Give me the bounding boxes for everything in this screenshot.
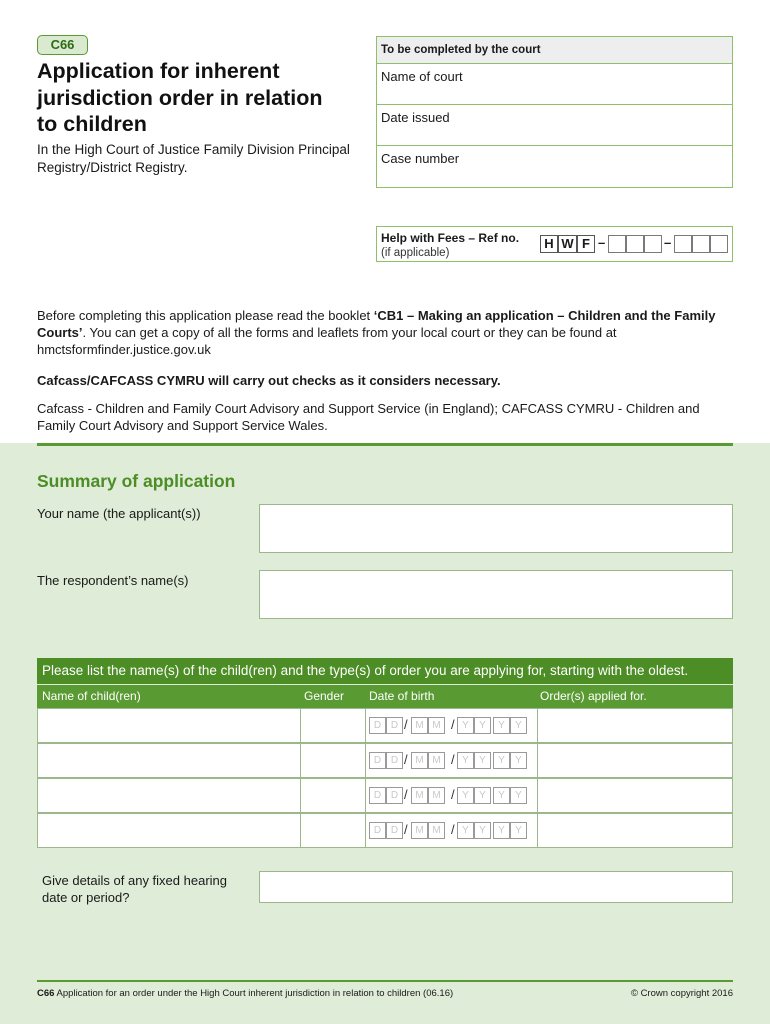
dob-digit-box[interactable]: Y [510, 752, 527, 769]
children-table-instruction: Please list the name(s) of the child(ren) and the type(s) of order you are applying for, starting with the oldest. [37, 658, 733, 684]
dob-digit-box[interactable]: Y [457, 822, 474, 839]
dob-digit-box[interactable]: Y [474, 787, 491, 804]
child-name-cell[interactable] [38, 779, 300, 812]
footer-copyright: © Crown copyright 2016 [630, 988, 733, 999]
hwf-sublabel: (if applicable) [381, 247, 450, 259]
dob-digit-box[interactable]: Y [474, 717, 491, 734]
intro-paragraph [37, 307, 737, 358]
dob-digit-box[interactable]: Y [510, 822, 527, 839]
dob-digit-box[interactable]: M [428, 787, 445, 804]
col-child-name: Name of child(ren) [42, 689, 141, 703]
respondent-name-input[interactable] [259, 570, 733, 619]
intro-text-cont: . You can get a copy of all the forms and leaflets from your local court or they can be found at hmctsformfinder.justice.gov.uk [37, 325, 617, 357]
dob-digit-box[interactable]: Y [493, 822, 510, 839]
dob-digit-box[interactable]: Y [457, 787, 474, 804]
col-gender: Gender [304, 689, 345, 703]
dob-digit-box[interactable]: D [369, 822, 386, 839]
dob-digit-box[interactable]: Y [510, 787, 527, 804]
form-subtitle: In the High Court of Justice Family Division Principal Registry/District Registry. [37, 142, 350, 175]
date-issued-label: Date issued [381, 110, 450, 125]
dob-digit-box[interactable]: Y [474, 752, 491, 769]
dob-digit-box[interactable]: D [386, 822, 403, 839]
dob-digit-box[interactable]: D [386, 787, 403, 804]
child-row [37, 708, 733, 743]
respondent-name-label: The respondent’s name(s) [37, 573, 189, 588]
hwf-label: Help with Fees – Ref no. [381, 231, 520, 245]
footer-code: C66 [37, 988, 55, 999]
dob-digit-box[interactable]: D [386, 717, 403, 734]
child-name-cell[interactable] [38, 709, 300, 742]
hwf-digit-box[interactable] [674, 235, 692, 253]
children-table-header [37, 685, 733, 708]
dob-digit-box[interactable]: D [369, 787, 386, 804]
dob-digit-box[interactable]: D [386, 752, 403, 769]
child-orders-cell[interactable] [538, 814, 734, 847]
applicant-name-label: Your name (the applicant(s)) [37, 506, 201, 521]
child-orders-cell[interactable] [538, 779, 734, 812]
section-divider [37, 443, 733, 446]
child-orders-cell[interactable] [538, 709, 734, 742]
column-divider [365, 709, 366, 742]
child-gender-cell[interactable] [301, 709, 365, 742]
col-dob: Date of birth [369, 689, 435, 703]
dob-digit-box[interactable]: M [411, 717, 428, 734]
dob-digit-box[interactable]: Y [457, 752, 474, 769]
hwf-letter-w: W [558, 235, 577, 253]
applicant-name-input[interactable] [259, 504, 733, 553]
dob-digit-box[interactable]: Y [493, 717, 510, 734]
child-gender-cell[interactable] [301, 814, 365, 847]
column-divider [365, 814, 366, 847]
dob-digit-box[interactable]: D [369, 717, 386, 734]
dob-separator: / [451, 787, 455, 802]
dob-digit-box[interactable]: M [428, 752, 445, 769]
dob-digit-box[interactable]: D [369, 752, 386, 769]
dob-separator: / [451, 717, 455, 732]
footer-rule [37, 980, 733, 982]
footer-form-info [37, 988, 453, 999]
hwf-dash: – [664, 235, 672, 250]
dob-separator: / [404, 787, 408, 802]
dob-digit-box[interactable]: M [428, 822, 445, 839]
dob-separator: / [404, 717, 408, 732]
child-gender-cell[interactable] [301, 744, 365, 777]
column-divider [365, 744, 366, 777]
case-number-field [377, 146, 732, 187]
child-name-cell[interactable] [38, 814, 300, 847]
hwf-digit-box[interactable] [644, 235, 662, 253]
hwf-digit-box[interactable] [710, 235, 728, 253]
dob-digit-box[interactable]: M [411, 752, 428, 769]
cafcass-notice: Cafcass/CAFCASS CYMRU will carry out checks as it considers necessary. [37, 373, 501, 388]
dob-digit-box[interactable]: M [411, 822, 428, 839]
child-row [37, 743, 733, 778]
dob-digit-box[interactable]: Y [474, 822, 491, 839]
court-box-header: To be completed by the court [377, 37, 732, 64]
child-name-cell[interactable] [38, 744, 300, 777]
cafcass-description: Cafcass - Children and Family Court Advisory and Support Service (in England); CAFCASS CYMRU - Children and Family Court Advisory and Support Service Wales. [37, 401, 700, 433]
dob-digit-box[interactable]: Y [493, 787, 510, 804]
column-divider [365, 779, 366, 812]
court-name-field [377, 64, 732, 105]
footer-text: Application for an order under the High Court inherent jurisdiction in relation to children (06.16) [54, 988, 454, 999]
hearing-date-input[interactable] [259, 871, 733, 903]
date-issued-field [377, 105, 732, 146]
dob-digit-box[interactable]: M [411, 787, 428, 804]
summary-title: Summary of application [37, 471, 236, 491]
child-orders-cell[interactable] [538, 744, 734, 777]
child-gender-cell[interactable] [301, 779, 365, 812]
hwf-digit-box[interactable] [626, 235, 644, 253]
dob-separator: / [451, 752, 455, 767]
dob-separator: / [404, 752, 408, 767]
dob-separator: / [451, 822, 455, 837]
dob-digit-box[interactable]: Y [457, 717, 474, 734]
dob-digit-box[interactable]: Y [493, 752, 510, 769]
form-code-badge: C66 [37, 35, 88, 55]
intro-text: Before completing this application please read the booklet [37, 308, 374, 323]
hwf-letter-h: H [540, 235, 558, 253]
hearing-date-label: Give details of any fixed hearing date or period? [42, 873, 227, 905]
court-use-box [376, 36, 733, 188]
hwf-dash: – [598, 235, 606, 250]
hwf-digit-box[interactable] [608, 235, 626, 253]
dob-digit-box[interactable]: M [428, 717, 445, 734]
child-row [37, 813, 733, 848]
hwf-digit-box[interactable] [692, 235, 710, 253]
court-name-label: Name of court [381, 69, 463, 84]
dob-digit-box[interactable]: Y [510, 717, 527, 734]
hwf-letter-f: F [577, 235, 595, 253]
case-number-label: Case number [381, 151, 460, 166]
dob-separator: / [404, 822, 408, 837]
booklet-name: ‘CB1 – Making an application – Children and the Family Courts’ [37, 308, 716, 340]
col-orders: Order(s) applied for. [540, 689, 647, 703]
child-row [37, 778, 733, 813]
form-title: Application for inherent jurisdiction order in relation to children [37, 59, 323, 136]
